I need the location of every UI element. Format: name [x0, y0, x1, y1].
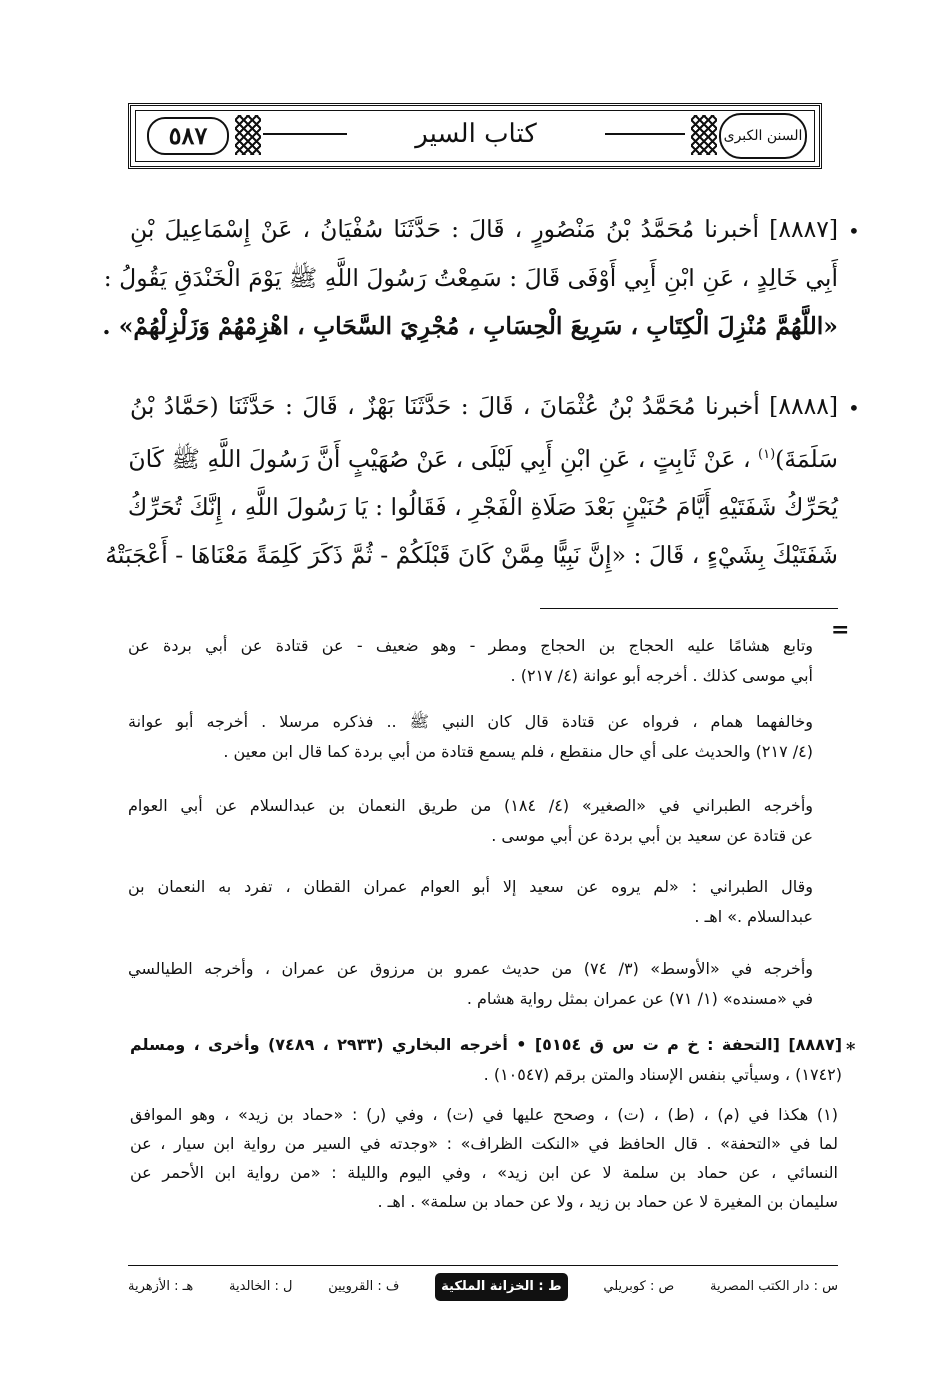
- takhrij-line: [٨٨٨٧] [التحفة : خ م ت س ق ٥١٥٤] • أخرجه البخاري (٢٩٣٣ ، ٧٤٨٩) وأخرى ، ومسلم: [130, 1035, 843, 1054]
- note-line: في «مسنده» (١/ ٧١) عن عمران بمثل رواية هشام .: [466, 989, 813, 1008]
- takhrij-line: (١٧٤٢) ، وسيأتي بنفس الإسناد والمتن برقم (١٠٥٤٧) .: [483, 1065, 842, 1084]
- text-fragment: ، عَنْ ثَابِتٍ ، عَنِ ابْنِ أَبِي لَيْلَى ، عَنْ صُهَيْبٍ أَنَّ رَسُولَ اللَّهِ ﷺ كَانَ: [128, 444, 751, 473]
- book-logo-icon: السنن الكبرى: [719, 113, 807, 159]
- text-line: [٨٨٨٧] أخبرنا مُحَمَّدُ بْنُ مَنْصُورٍ ، قَالَ : حَدَّثَنَا سُفْيَانُ ، عَنْ إِسْمَاعِيلَ بْنِ: [130, 215, 838, 243]
- footnote-line: لما في «التحفة» . قال الحافظ في «النكت الظراف» : «وجدته في السير من رواية ابن سيار ، عن: [130, 1134, 838, 1153]
- note-line: عبدالسلام .» اهـ .: [694, 907, 813, 926]
- notes-para-2: [128, 707, 813, 767]
- note-line: عن قتادة عن سعيد بن أبي بردة عن أبي موسى .: [491, 826, 813, 845]
- footnote-separator: [540, 608, 838, 609]
- notes-para-1: [128, 631, 813, 691]
- source-label: س : دار الكتب المصرية: [709, 1279, 838, 1294]
- ornament-knot-icon: [235, 115, 261, 155]
- bullet-icon: •: [848, 396, 860, 420]
- text-line: «اللَّهُمَّ مُنْزِلَ الْكِتَابِ ، سَرِيعَ الْحِسَابِ ، مُجْرِيَ السَّحَابِ ، اهْزِمْهُمْ وَزَلْزِلْهُمْ» .: [102, 312, 838, 340]
- text-fragment: سَلَمَةَ): [775, 444, 838, 473]
- text-line: أَبِي خَالِدٍ ، عَنِ ابْنِ أَبِي أَوْفَى قَالَ : سَمِعْتُ رَسُولَ اللَّهِ ﷺ يَوْمَ الْخَنْدَقِ يَقُولُ :: [103, 263, 838, 292]
- notes-para-4: [128, 872, 813, 932]
- notes-para-3: [128, 791, 813, 851]
- note-line: أبي موسى كذلك . أخرجه أبو عوانة (٤/ ٢١٧) .: [510, 666, 813, 685]
- bullet-icon: •: [848, 219, 860, 243]
- book-title: كتاب السير: [415, 119, 537, 149]
- source-label: ل : الخالدية: [229, 1279, 293, 1294]
- note-line: وتابع هشامًا عليه الحجاج بن الحجاج ومطر - وهو ضعيف - عن قتادة عن أبي بردة عن: [128, 636, 813, 655]
- header-rule-right: [605, 133, 685, 135]
- footnote-line: (١) هكذا في (م) ، (ط) ، (ت) ، وصحح عليها في (ت) ، وفي (ر) : «حماد بن زيد» ، وهو الموافق: [130, 1105, 838, 1124]
- note-line: وأخرجه في «الأوسط» (٣/ ٧٤) من حديث عمرو بن مرزوق عن عمران ، وأخرجه الطيالسي: [128, 959, 814, 978]
- continuation-mark: =: [831, 617, 850, 643]
- note-line: وخالفهما همام ، فرواه عن قتادة قال كان النبي ﷺ .. فذكره مرسلا . أخرجه أبو عوانة: [128, 712, 813, 731]
- takhrij-8887: [130, 1030, 842, 1090]
- footnote-line: سليمان بن المغيرة لا عن حماد بن زيد ، ولا عن حماد بن سلمة» . اهـ .: [377, 1192, 838, 1211]
- source-label: هـ : الأزهرية: [128, 1279, 194, 1294]
- page-number: ٥٨٧: [147, 117, 229, 155]
- notes-para-5: [128, 954, 813, 1014]
- note-line: وقال الطبراني : «لم يروه عن سعيد إلا أبو العوام عمران القطان ، تفرد به النعمان بن: [128, 877, 813, 896]
- note-line: وأخرجه الطبراني في «الصغير» (٤/ ١٨٤) من طريق النعمان بن عبدالسلام عن أبي العوام: [128, 796, 813, 815]
- footer-rule: [128, 1265, 838, 1266]
- source-label: ف : القرويين: [328, 1279, 400, 1294]
- text-line-with-ref: [130, 431, 838, 483]
- hadith-8888: [105, 382, 838, 580]
- source-label: ص : كوبريلي: [603, 1279, 675, 1294]
- text-line: يُحَرِّكُ شَفَتَيْهِ أَيَّامَ حُنَيْنٍ بَعْدَ صَلَاةِ الْفَجْرِ ، فَقَالُوا : يَا رَسُولَ اللَّهِ ، إِنَّكَ تُحَرِّكُ: [127, 492, 838, 521]
- footnote-ref[interactable]: (١): [758, 446, 776, 462]
- text-line: [٨٨٨٨] أخبرنا مُحَمَّدُ بْنُ عُثْمَانَ ، قَالَ : حَدَّثَنَا بَهْزٌ ، قَالَ : حَدَّثَنَا (حَمَّادُ بْنُ: [130, 392, 838, 420]
- page-header: [128, 103, 822, 169]
- source-label-highlighted: ط : الخزانة الملكية: [435, 1273, 567, 1301]
- header-rule-left: [263, 133, 347, 135]
- manuscript-sources-footer: [128, 1273, 838, 1301]
- note-line: (٤/ ٢١٧) والحديث على أي حال منقطع ، فلم يسمع قتادة من أبي بردة كما قال ابن معين .: [223, 742, 813, 761]
- footnote-line: النسائي ، عن حماد بن سلمة لا عن ابن زيد» ، وفي اليوم والليلة : «من رواية ابن الأحمر عن: [130, 1163, 838, 1182]
- footnote-1: [130, 1100, 838, 1216]
- text-line: شَفَتَيْكَ بِشَيْءٍ ، قَالَ : «إِنَّ نَبِيًّا مِمَّنْ كَانَ قَبْلَكُمْ - ثُمَّ ذَكَرَ كَلِمَةً مَعْنَاهَا - أَعْجَبَتْهُ: [105, 541, 838, 570]
- ornament-knot-icon: [691, 115, 717, 155]
- hadith-8887: [102, 205, 838, 351]
- asterisk-icon: *: [846, 1039, 856, 1060]
